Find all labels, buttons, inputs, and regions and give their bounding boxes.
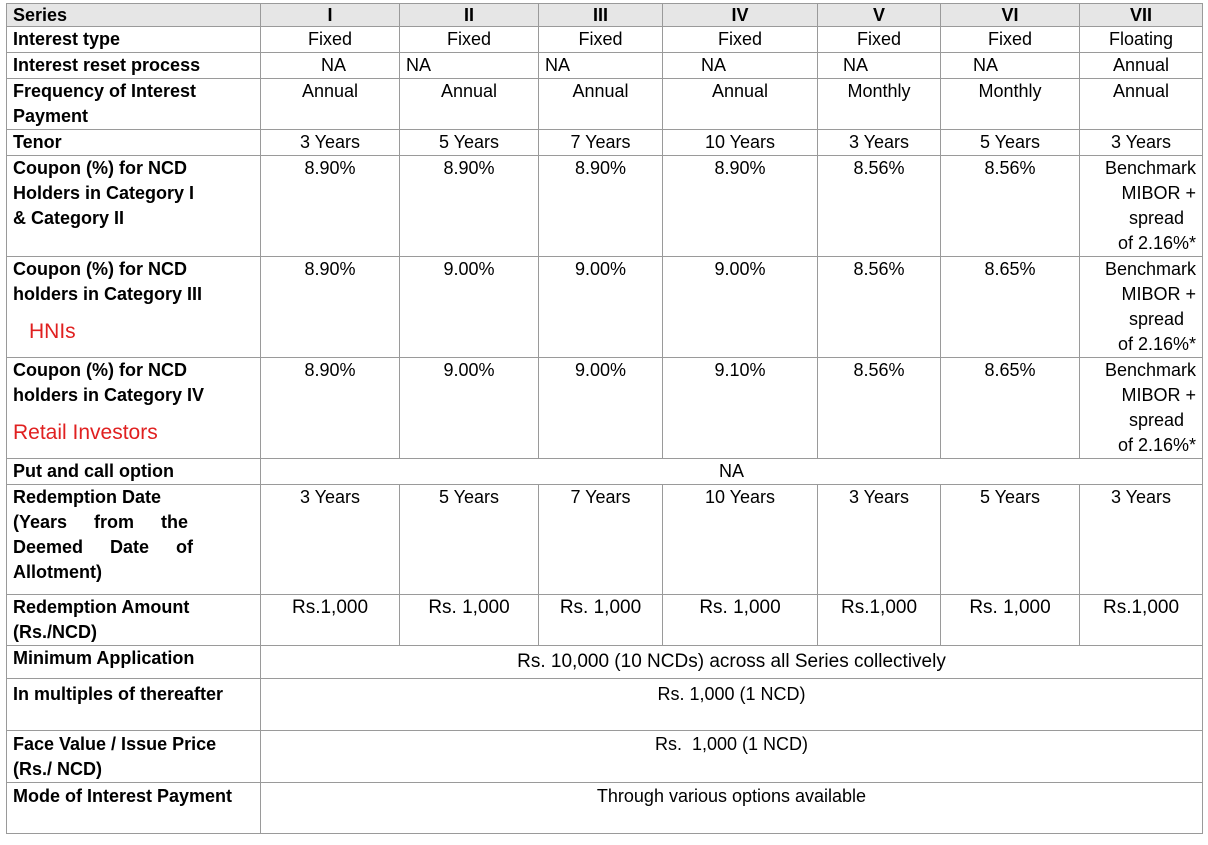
table-cell: 5 Years [941, 130, 1080, 156]
table-cell: 3 Years [1080, 485, 1203, 595]
series-header-cell: V [818, 4, 941, 27]
row-label [7, 156, 261, 257]
row-label [7, 731, 261, 783]
coupon-category-iv-row [7, 358, 1203, 459]
table-cell: 8.56% [818, 257, 941, 358]
row-label-line: Deemed Date of [13, 537, 194, 557]
interest-type-row [7, 27, 1203, 53]
row-label-line: (Rs./NCD) [13, 622, 97, 642]
table-cell: 10 Years [663, 485, 818, 595]
row-label: Tenor [7, 130, 261, 156]
table-cell: 3 Years [261, 130, 400, 156]
table-cell: Through various options available [261, 783, 1203, 834]
floating-coupon-cell [1080, 257, 1203, 358]
redemption-date-row [7, 485, 1203, 595]
redemption-amount-row [7, 595, 1203, 646]
table-cell: 9.00% [539, 358, 663, 459]
table-cell: 8.56% [941, 156, 1080, 257]
table-cell: 8.90% [261, 257, 400, 358]
table-cell: 5 Years [941, 485, 1080, 595]
row-label-line: Holders in Category I [13, 183, 195, 203]
table-cell: Fixed [261, 27, 400, 53]
table-cell: Floating [1080, 27, 1203, 53]
table-cell: 5 Years [400, 130, 539, 156]
row-label [7, 595, 261, 646]
row-label: Put and call option [7, 459, 261, 485]
floating-coupon-line: MIBOR + [1121, 284, 1196, 304]
face-value-row [7, 731, 1203, 783]
table-cell: 8.90% [400, 156, 539, 257]
table-cell: Rs. 1,000 [663, 595, 818, 646]
row-label-line: Face Value / Issue Price [13, 734, 217, 754]
floating-coupon-line: Benchmark [1104, 158, 1196, 178]
row-label [7, 257, 261, 358]
put-call-option-row [7, 459, 1203, 485]
row-label: Frequency of Interest Payment [7, 79, 261, 130]
coupon-category-iii-row [7, 257, 1203, 358]
row-label: In multiples of thereafter [7, 679, 261, 731]
table-cell: Annual [261, 79, 400, 130]
coupon-category-i-ii-row [7, 156, 1203, 257]
table-cell: Fixed [400, 27, 539, 53]
row-label-line: Coupon (%) for NCD [13, 360, 187, 380]
table-cell: 3 Years [1080, 130, 1203, 156]
table-cell: Annual [1080, 53, 1203, 79]
series-header-cell: VII [1080, 4, 1203, 27]
table-cell: Rs. 1,000 [941, 595, 1080, 646]
floating-coupon-line: Benchmark [1104, 360, 1196, 380]
floating-coupon-cell [1080, 156, 1203, 257]
table-cell: 8.90% [261, 156, 400, 257]
series-header-row [7, 4, 1203, 27]
row-label: Minimum Application [7, 646, 261, 679]
table-cell: NA [400, 53, 539, 79]
row-label-line: (Rs./ NCD) [13, 759, 102, 779]
table-cell: NA [261, 459, 1203, 485]
table-cell: 3 Years [818, 130, 941, 156]
table-cell: 9.00% [539, 257, 663, 358]
table-cell: Rs.1,000 [1080, 595, 1203, 646]
table-cell: 8.90% [663, 156, 818, 257]
row-label: Interest reset process [7, 53, 261, 79]
investor-category-annotation: HNIs [29, 320, 76, 343]
row-label-line: Redemption Date [13, 487, 162, 507]
row-label [7, 358, 261, 459]
floating-coupon-line: spread [1128, 208, 1184, 228]
floating-coupon-line: MIBOR + [1121, 183, 1196, 203]
table-cell: Rs.1,000 [818, 595, 941, 646]
table-cell: NA [941, 53, 1080, 79]
multiples-row [7, 679, 1203, 731]
series-header-cell: VI [941, 4, 1080, 27]
table-cell: 5 Years [400, 485, 539, 595]
floating-coupon-line: of 2.16%* [1117, 233, 1196, 253]
table-cell: Monthly [818, 79, 941, 130]
table-cell: Rs.1,000 [261, 595, 400, 646]
table-cell: 8.65% [941, 358, 1080, 459]
table-cell: 9.00% [400, 358, 539, 459]
row-label [7, 485, 261, 595]
table-cell: 7 Years [539, 130, 663, 156]
series-header-label: Series [7, 4, 261, 27]
minimum-application-row [7, 646, 1203, 679]
row-label-line: Coupon (%) for NCD [13, 259, 187, 279]
row-label-line: Redemption Amount [13, 597, 190, 617]
table-cell: Annual [400, 79, 539, 130]
table-cell: Annual [539, 79, 663, 130]
ncd-series-terms-table [6, 3, 1203, 834]
row-label-line: (Years from the [13, 512, 189, 532]
table-cell: 10 Years [663, 130, 818, 156]
floating-coupon-line: MIBOR + [1121, 385, 1196, 405]
table-cell: 8.56% [818, 156, 941, 257]
row-label: Interest type [7, 27, 261, 53]
row-label-line: holders in Category III [13, 284, 203, 304]
table-cell: Fixed [818, 27, 941, 53]
table-cell: Rs. 10,000 (10 NCDs) across all Series collectively [261, 646, 1203, 679]
floating-coupon-line: spread [1128, 309, 1184, 329]
row-label-line: Allotment) [13, 562, 102, 582]
series-header-cell: III [539, 4, 663, 27]
table-cell: Rs. 1,000 [539, 595, 663, 646]
table-cell: 3 Years [818, 485, 941, 595]
floating-coupon-line: of 2.16%* [1117, 435, 1196, 455]
floating-coupon-line: spread [1128, 410, 1184, 430]
table-cell: NA [261, 53, 400, 79]
table-cell: Rs. 1,000 (1 NCD) [261, 731, 1203, 783]
table-cell: Fixed [663, 27, 818, 53]
table-cell: 9.10% [663, 358, 818, 459]
table-cell: Fixed [941, 27, 1080, 53]
series-header-cell: IV [663, 4, 818, 27]
floating-coupon-line: Benchmark [1104, 259, 1196, 279]
series-header-cell: II [400, 4, 539, 27]
table-cell: Annual [663, 79, 818, 130]
tenor-row [7, 130, 1203, 156]
table-cell: NA [539, 53, 663, 79]
floating-coupon-line: of 2.16%* [1117, 334, 1196, 354]
series-header-cell: I [261, 4, 400, 27]
table-cell: 8.90% [261, 358, 400, 459]
table-cell: 8.56% [818, 358, 941, 459]
table-cell: 8.90% [539, 156, 663, 257]
table-cell: NA [818, 53, 941, 79]
table-cell: Fixed [539, 27, 663, 53]
interest-reset-row [7, 53, 1203, 79]
table-cell: 8.65% [941, 257, 1080, 358]
row-label-line: holders in Category IV [13, 385, 205, 405]
table-cell: NA [663, 53, 818, 79]
row-label: Mode of Interest Payment [7, 783, 261, 834]
floating-coupon-cell [1080, 358, 1203, 459]
mode-of-interest-row [7, 783, 1203, 834]
table-cell: Monthly [941, 79, 1080, 130]
row-label-line: & Category II [13, 208, 125, 228]
table-cell: Annual [1080, 79, 1203, 130]
row-label-line: Coupon (%) for NCD [13, 158, 187, 178]
interest-frequency-row [7, 79, 1203, 130]
table-cell: 9.00% [400, 257, 539, 358]
table-cell: Rs. 1,000 [400, 595, 539, 646]
table-cell: 7 Years [539, 485, 663, 595]
table-cell: Rs. 1,000 (1 NCD) [261, 679, 1203, 731]
table-cell: 3 Years [261, 485, 400, 595]
table-cell: 9.00% [663, 257, 818, 358]
investor-category-annotation: Retail Investors [13, 421, 158, 444]
